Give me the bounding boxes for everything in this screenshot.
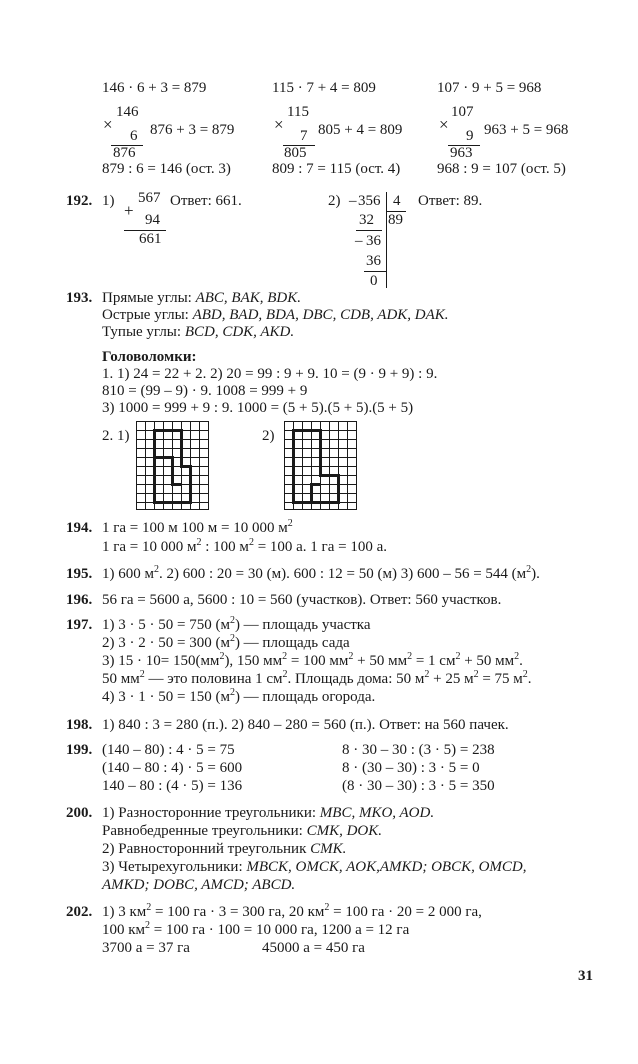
- part-label: 1): [102, 193, 115, 209]
- problem-number: 198.: [66, 717, 93, 733]
- line-1: 1) 3 · 5 · 50 = 750 $(м^2)$ — площадь участка: [102, 615, 371, 633]
- side-calc: 963 + 5 = 968: [484, 122, 569, 138]
- product: 963: [450, 145, 473, 161]
- remainder-step: 36: [366, 233, 381, 249]
- line-2: Равнобедренные треугольники: CMK, DOK.: [102, 823, 382, 839]
- expression: (140 – 80) : 4 · 5 = 75: [102, 742, 235, 758]
- subtrahend: 36: [366, 253, 381, 269]
- sum-result: 661: [139, 231, 162, 247]
- figure-label: 2. 1): [102, 428, 130, 444]
- eq-115: 115 · 7 + 4 = 809: [272, 80, 376, 96]
- side-calc: 876 + 3 = 879: [150, 122, 235, 138]
- puzzles-title: Головоломки:: [102, 349, 197, 365]
- expression: (8 · 30 – 30) : 3 · 5 = 350: [342, 778, 495, 794]
- line: 1) 600 $м^2$. 2) 600 : 20 = 30 (м). 600 : 12 = 50 (м) 3) 600 – 56 = 544 $(м^2)$.: [102, 564, 540, 582]
- division-check: 809 : 7 = 115 (ост. 4): [272, 161, 401, 177]
- line-1: 1 га = 100 м 100 м = 10 000 $м^2$: [102, 518, 293, 536]
- right-angles: Прямые углы: ABC, BAK, BDK.: [102, 290, 302, 306]
- expression: 140 – 80 : (4 · 5) = 136: [102, 778, 243, 794]
- line-2: 100 $км^2 = 100$ га · 100 = 10 000 га, 1200 а = 12 га: [102, 920, 410, 938]
- puzzle-line: 3) 1000 = 999 + 9 : 9. 1000 = (5 + 5).(5 + 5).(5 + 5): [102, 400, 414, 416]
- divisor: 4: [393, 193, 401, 209]
- division-check: 968 : 9 = 107 (ост. 5): [437, 161, 566, 177]
- times-sign: ×: [439, 115, 449, 134]
- line: 1) 840 : 3 = 280 (п.). 2) 840 – 280 = 560 (п.). Ответ: на 560 пачек.: [102, 717, 509, 733]
- expression: 8 · (30 – 30) : 3 · 5 = 0: [342, 760, 480, 776]
- problem-number: 195.: [66, 566, 93, 582]
- line-5: 4) 3 · 1 · 50 = 150 $(м^2)$ — площадь огорода.: [102, 687, 376, 705]
- puzzle-line: 810 = (99 – 9) · 9. 1008 = 999 + 9: [102, 383, 308, 399]
- line-3b: 45000 а = 450 га: [262, 940, 365, 956]
- product: 876: [113, 145, 136, 161]
- minus-sign: _: [355, 228, 363, 244]
- subtrahend: 32: [359, 212, 374, 228]
- answer: Ответ: 89.: [418, 193, 483, 209]
- times-sign: ×: [103, 115, 113, 134]
- line-1: 1) Разносторонние треугольники: MBC, MKO, AOD.: [102, 805, 435, 821]
- remainder: 0: [370, 273, 378, 289]
- answer: Ответ: 661.: [170, 193, 242, 209]
- figure-label: 2): [262, 428, 275, 444]
- problem-number: 200.: [66, 805, 93, 821]
- product: 805: [284, 145, 307, 161]
- part-label: 2): [328, 193, 341, 209]
- division-check: 879 : 6 = 146 (ост. 3): [102, 161, 231, 177]
- line-2: 2) 3 · 2 · 50 = 300 $(м^2)$ — площадь сада: [102, 633, 350, 651]
- line-3: 2) Равносторонний треугольник CMK.: [102, 841, 347, 857]
- grid-figure-2: [284, 421, 358, 511]
- problem-number: 192.: [66, 193, 93, 209]
- addend-a: 567: [138, 190, 161, 206]
- acute-angles: Острые углы: ABD, BAD, BDA, DBC, CDB, ADK, DAK.: [102, 307, 449, 323]
- grid-figure-1: [136, 421, 210, 511]
- factor-b: 6: [130, 128, 138, 144]
- problem-number: 199.: [66, 742, 93, 758]
- factor-a: 115: [287, 104, 309, 120]
- problem-number: 194.: [66, 520, 93, 536]
- obtuse-angles: Тупые углы: BCD, CDK, AKD.: [102, 324, 295, 340]
- quotient: 89: [388, 212, 403, 228]
- line: 56 га = 5600 а, 5600 : 10 = 560 (участков). Ответ: 560 участков.: [102, 592, 502, 608]
- eq-146: 146 · 6 + 3 = 879: [102, 80, 207, 96]
- factor-b: 9: [466, 128, 474, 144]
- side-calc: 805 + 4 = 809: [318, 122, 403, 138]
- sub-line: [364, 271, 386, 272]
- times-sign: ×: [274, 115, 284, 134]
- line-4: 3) Четырехугольники: MBCK, OMCK, AOK,AMKD; OBCK, OMCD,: [102, 859, 527, 875]
- problem-number: 197.: [66, 617, 93, 633]
- problem-number: 193.: [66, 290, 93, 306]
- factor-b: 7: [300, 128, 308, 144]
- line-5: AMKD; DOBC, AMCD; ABCD.: [102, 877, 296, 893]
- plus-sign: +: [124, 201, 134, 220]
- line-3a: 3700 а = 37 га: [102, 940, 190, 956]
- problem-number: 196.: [66, 592, 93, 608]
- addend-b: 94: [145, 212, 160, 228]
- puzzle-line: 1. 1) 24 = 22 + 2. 2) 20 = 99 : 9 + 9. 10 = (9 · 9 + 9) : 9.: [102, 366, 438, 382]
- minus-sign: _: [349, 188, 357, 204]
- line-3: 3) $15 \cdot 10= 150(мм^2)$, 150 $мм^2 = 100$ $мм^2 + 50$ $мм^2 = 1$ $см^2 + 50$ $мм^2$.: [102, 651, 523, 669]
- problem-number: 202.: [66, 904, 93, 920]
- page-number: 31: [578, 968, 593, 984]
- line-2: 1 га = 10 000 $м^2$ : 100 $м^2 = 100$ а. 1 га = 100 а.: [102, 537, 387, 555]
- line-4: 50 $мм^2$ — это половина 1 $см^2$. Площадь дома: 50 $м^2 + 25$ $м^2 = 75$ $м^2$.: [102, 669, 532, 687]
- division-bar: [386, 192, 387, 288]
- line-1: 1) 3 $км^2 = 100$ га · 3 = 300 га, 20 $км^2 = 100$ га · 20 = 2 000 га,: [102, 902, 482, 920]
- expression: 8 · 30 – 30 : (3 · 5) = 238: [342, 742, 495, 758]
- factor-a: 146: [116, 104, 139, 120]
- dividend: 356: [358, 193, 381, 209]
- expression: (140 – 80 : 4) · 5 = 600: [102, 760, 243, 776]
- eq-107: 107 · 9 + 5 = 968: [437, 80, 542, 96]
- factor-a: 107: [451, 104, 474, 120]
